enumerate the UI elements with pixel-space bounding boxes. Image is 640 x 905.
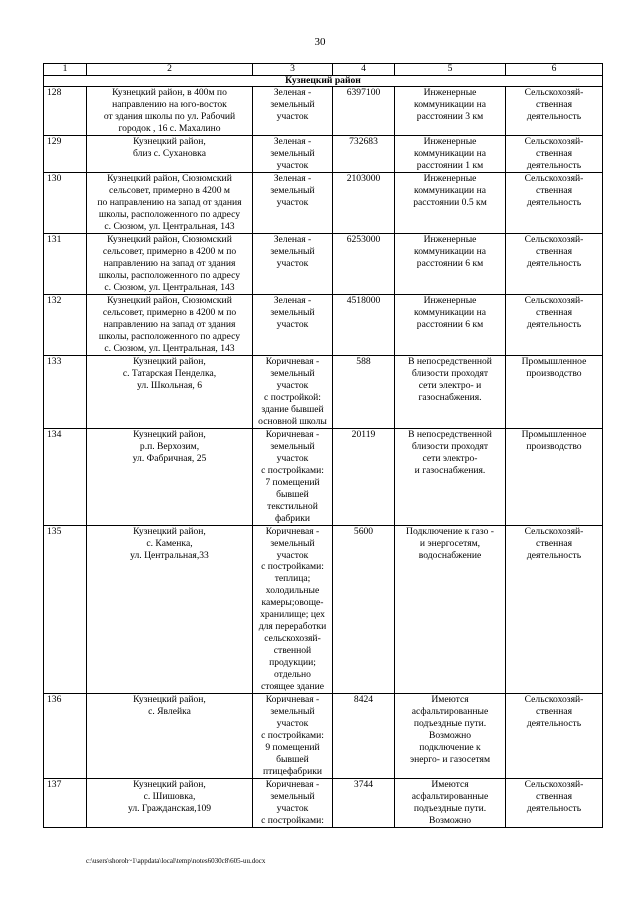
cell-text-line: подъездные пути.	[413, 803, 487, 815]
infrastructure-cell	[395, 294, 506, 355]
cell-text-line: коммуникации на	[414, 148, 486, 160]
cell-text-line: деятельность	[526, 803, 582, 815]
use-cell	[506, 172, 603, 233]
cell-text-line: земельный	[270, 148, 315, 160]
cell-text-line: Зеленая -	[273, 136, 312, 148]
cell-text-line: деятельность	[526, 318, 582, 330]
cell-text-line: Зеленая -	[273, 294, 312, 306]
use-cell	[506, 87, 603, 136]
cell-text-line: сельскохозяй-	[264, 633, 321, 645]
cell-text-line: энерго- и газосетям	[409, 754, 491, 766]
category-cell	[253, 694, 333, 779]
table-row	[44, 525, 603, 694]
cell-text-line: Инженерные	[423, 294, 477, 306]
cell-text-line: ул. Фабричная, 25	[132, 452, 207, 464]
cell-text-line: Кузнецкий район,	[133, 428, 206, 440]
cell-text-line: Коричневая -	[265, 525, 320, 537]
cell-text-line: Возможно	[428, 815, 472, 827]
cell-text-line: Зеленая -	[273, 87, 312, 99]
cell-text-line: направлению на запад от здания	[103, 318, 236, 330]
cell-text-line: сельсовет, примерно в 4200 м	[109, 184, 230, 196]
cell-text-line: В непосредственной	[408, 428, 492, 440]
location-cell	[87, 233, 253, 294]
cell-text-line: земельный	[270, 99, 315, 111]
cell-text-line: 9 помещений	[265, 742, 320, 754]
category-cell	[253, 428, 333, 525]
cell-text-line: Сельскохозяй-	[524, 233, 584, 245]
cell-text-line: деятельность	[526, 111, 582, 123]
row-number-cell: 134	[44, 428, 87, 525]
cell-text-line: Кузнецкий район, Сюзюмский	[107, 233, 232, 245]
cell-text-line: деятельность	[526, 718, 582, 730]
row-number-cell: 130	[44, 172, 87, 233]
cell-text-line: коммуникации на	[414, 306, 486, 318]
area-cell: 5600	[333, 525, 395, 694]
area-cell: 588	[333, 355, 395, 428]
cell-text-line: участок	[276, 318, 309, 330]
cell-text-line: с постройками:	[261, 561, 324, 573]
cell-text-line: участок	[276, 257, 309, 269]
row-number-cell: 129	[44, 136, 87, 173]
cell-text-line: газоснабжения.	[418, 391, 482, 403]
infrastructure-cell	[395, 355, 506, 428]
cell-text-line: Инженерные	[423, 172, 477, 184]
cell-text-line: ственная	[535, 245, 573, 257]
row-number-cell: 135	[44, 525, 87, 694]
row-number-cell: 132	[44, 294, 87, 355]
category-cell	[253, 233, 333, 294]
cell-text-line: В непосредственной	[408, 355, 492, 367]
use-cell	[506, 233, 603, 294]
cell-text-line: участок	[276, 718, 309, 730]
cell-text-line: направлению на запад от здания	[103, 257, 236, 269]
area-cell: 3744	[333, 779, 395, 828]
cell-text-line: с постройками:	[261, 815, 324, 827]
cell-text-line: с. Сюзюм, ул. Центральная, 143	[104, 342, 235, 354]
column-number-row	[44, 64, 603, 76]
cell-text-line: земельный	[270, 245, 315, 257]
cell-text-line: Сельскохозяй-	[524, 694, 584, 706]
cell-text-line: Зеленая -	[273, 233, 312, 245]
cell-text-line: Инженерные	[423, 233, 477, 245]
cell-text-line: земельный	[270, 706, 315, 718]
category-cell	[253, 294, 333, 355]
cell-text-line: асфальтированные	[411, 791, 489, 803]
area-cell: 4518000	[333, 294, 395, 355]
cell-text-line: коммуникации на	[414, 99, 486, 111]
cell-text-line: направлению на юго-восток	[112, 99, 227, 111]
cell-text-line: земельный	[270, 791, 315, 803]
cell-text-line: городок , 16 с. Махалино	[118, 123, 221, 135]
row-number-cell: 131	[44, 233, 87, 294]
cell-text-line: с. Явлейка	[148, 706, 191, 718]
cell-text-line: от здания школы по ул. Рабочий	[103, 111, 236, 123]
cell-text-line: участок	[276, 549, 309, 561]
cell-text-line: Кузнецкий район,	[133, 525, 206, 537]
footer-file-path: c:\users\shoroh~1\appdata\local\temp\notes6030c8\605-uu.docx	[86, 857, 266, 865]
table-row	[44, 294, 603, 355]
use-cell	[506, 694, 603, 779]
cell-text-line: Подключение к газо -	[406, 525, 494, 537]
cell-text-line: с. Татарская Пенделка,	[122, 367, 217, 379]
cell-text-line: здание бывшей	[261, 403, 324, 415]
cell-text-line: Промышленное	[521, 355, 587, 367]
cell-text-line: производство	[526, 367, 582, 379]
table-row	[44, 136, 603, 173]
column-number: 3	[253, 64, 333, 76]
cell-text-line: земельный	[270, 184, 315, 196]
cell-text-line: подключение к	[419, 742, 481, 754]
use-cell	[506, 525, 603, 694]
cell-text-line: Возможно	[428, 730, 472, 742]
cell-text-line: коммуникации на	[414, 184, 486, 196]
cell-text-line: Сельскохозяй-	[524, 136, 584, 148]
cell-text-line: Сельскохозяй-	[524, 87, 584, 99]
infrastructure-cell	[395, 233, 506, 294]
cell-text-line: сельсовет, примерно в 4200 м по	[102, 245, 237, 257]
cell-text-line: по направлению на запад от здания	[97, 196, 242, 208]
cell-text-line: продукции;	[269, 657, 316, 669]
cell-text-line: 7 помещений	[265, 476, 320, 488]
cell-text-line: участок	[276, 196, 309, 208]
cell-text-line: основной школы	[258, 415, 327, 427]
location-cell	[87, 428, 253, 525]
table-row	[44, 87, 603, 136]
cell-text-line: участок	[276, 803, 309, 815]
infrastructure-cell	[395, 779, 506, 828]
cell-text-line: близости проходят	[411, 440, 489, 452]
cell-text-line: и газоснабжения.	[414, 464, 486, 476]
area-cell: 2103000	[333, 172, 395, 233]
cell-text-line: ственная	[535, 537, 573, 549]
cell-text-line: деятельность	[526, 196, 582, 208]
location-cell	[87, 355, 253, 428]
cell-text-line: асфальтированные	[411, 706, 489, 718]
area-cell: 6253000	[333, 233, 395, 294]
cell-text-line: Имеются	[431, 779, 469, 791]
infrastructure-cell	[395, 694, 506, 779]
cell-text-line: отдельно	[274, 669, 311, 681]
location-cell	[87, 172, 253, 233]
cell-text-line: земельный	[270, 306, 315, 318]
cell-text-line: Имеются	[431, 694, 469, 706]
cell-text-line: бывшей	[276, 754, 309, 766]
use-cell	[506, 136, 603, 173]
use-cell	[506, 294, 603, 355]
row-number-cell: 136	[44, 694, 87, 779]
cell-text-line: ул. Гражданская,109	[127, 803, 212, 815]
cell-text-line: деятельность	[526, 160, 582, 171]
cell-text-line: Коричневая -	[265, 355, 320, 367]
cell-text-line: расстоянии 6 км	[416, 257, 484, 269]
cell-text-line: бывшей	[276, 488, 309, 500]
cell-text-line: р.п. Верхозим,	[139, 440, 200, 452]
table-row	[44, 779, 603, 828]
cell-text-line: Сельскохозяй-	[524, 525, 584, 537]
cell-text-line: деятельность	[526, 549, 582, 561]
cell-text-line: участок	[276, 379, 309, 391]
cell-text-line: ственная	[535, 184, 573, 196]
infrastructure-cell	[395, 428, 506, 525]
region-row	[44, 75, 603, 87]
infrastructure-cell	[395, 136, 506, 173]
cell-text-line: теплица;	[274, 573, 311, 585]
cell-text-line: и энергосетям,	[419, 537, 481, 549]
area-cell: 8424	[333, 694, 395, 779]
area-cell: 6397100	[333, 87, 395, 136]
cell-text-line: ственная	[535, 791, 573, 803]
cell-text-line: хранилище; цех	[260, 609, 325, 621]
location-cell	[87, 525, 253, 694]
cell-text-line: водоснабжение	[418, 549, 482, 561]
table-row	[44, 233, 603, 294]
category-cell	[253, 355, 333, 428]
cell-text-line: Инженерные	[423, 136, 477, 148]
cell-text-line: подъездные пути.	[413, 718, 487, 730]
cell-text-line: расстоянии 6 км	[416, 318, 484, 330]
cell-text-line: с. Шишовка,	[143, 791, 196, 803]
category-cell	[253, 525, 333, 694]
cell-text-line: Зеленая -	[273, 172, 312, 184]
region-title: Кузнецкий район	[44, 75, 603, 87]
cell-text-line: участок	[276, 452, 309, 464]
cell-text-line: земельный	[270, 440, 315, 452]
cell-text-line: сельсовет, примерно в 4200 м по	[102, 306, 237, 318]
cell-text-line: ственная	[535, 306, 573, 318]
cell-text-line: Коричневая -	[265, 779, 320, 791]
cell-text-line: птицефабрики	[262, 766, 323, 778]
location-cell	[87, 294, 253, 355]
cell-text-line: школы, расположенного по адресу	[98, 269, 241, 281]
cell-text-line: участок	[276, 160, 309, 171]
cell-text-line: участок	[276, 111, 309, 123]
cell-text-line: деятельность	[526, 257, 582, 269]
land-plots-table	[43, 63, 603, 828]
cell-text-line: Кузнецкий район, в 400м по	[112, 87, 227, 99]
cell-text-line: стоящее здание	[261, 681, 324, 693]
cell-text-line: Кузнецкий район,	[133, 779, 206, 791]
column-number: 1	[44, 64, 87, 76]
location-cell	[87, 87, 253, 136]
location-cell	[87, 694, 253, 779]
cell-text-line: для переработки	[258, 621, 327, 633]
category-cell	[253, 136, 333, 173]
cell-text-line: ственная	[535, 99, 573, 111]
cell-text-line: расстоянии 1 км	[416, 160, 484, 171]
table-row	[44, 355, 603, 428]
cell-text-line: фабрики	[274, 512, 311, 524]
page-number: 30	[314, 36, 326, 48]
table-row	[44, 694, 603, 779]
category-cell	[253, 779, 333, 828]
cell-text-line: коммуникации на	[414, 245, 486, 257]
cell-text-line: близ с. Сухановка	[133, 148, 206, 160]
cell-text-line: холодильные	[265, 585, 320, 597]
location-cell	[87, 779, 253, 828]
cell-text-line: земельный	[270, 537, 315, 549]
row-number-cell: 128	[44, 87, 87, 136]
cell-text-line: с. Сюзюм, ул. Центральная, 143	[104, 220, 235, 232]
cell-text-line: Кузнецкий район,	[133, 136, 206, 148]
cell-text-line: школы, расположенного по адресу	[98, 330, 241, 342]
area-cell: 732683	[333, 136, 395, 173]
use-cell	[506, 779, 603, 828]
cell-text-line: Промышленное	[521, 428, 587, 440]
cell-text-line: Кузнецкий район, Сюзюмский	[107, 172, 232, 184]
cell-text-line: школы, расположенного по адресу	[98, 208, 241, 220]
cell-text-line: Коричневая -	[265, 694, 320, 706]
cell-text-line: Кузнецкий район,	[133, 355, 206, 367]
cell-text-line: с постройками:	[261, 730, 324, 742]
table-row	[44, 428, 603, 525]
cell-text-line: ственная	[535, 706, 573, 718]
cell-text-line: производство	[526, 440, 582, 452]
cell-text-line: Инженерные	[423, 87, 477, 99]
use-cell	[506, 428, 603, 525]
cell-text-line: с. Каменка,	[146, 537, 193, 549]
cell-text-line: с постройками:	[261, 464, 324, 476]
column-number: 4	[333, 64, 395, 76]
cell-text-line: сети электро-	[422, 452, 478, 464]
cell-text-line: Кузнецкий район, Сюзюмский	[107, 294, 232, 306]
cell-text-line: Кузнецкий район,	[133, 694, 206, 706]
infrastructure-cell	[395, 525, 506, 694]
cell-text-line: камеры;овоще-	[261, 597, 324, 609]
infrastructure-cell	[395, 87, 506, 136]
area-cell: 20119	[333, 428, 395, 525]
cell-text-line: Сельскохозяй-	[524, 294, 584, 306]
use-cell	[506, 355, 603, 428]
location-cell	[87, 136, 253, 173]
cell-text-line: ственной	[273, 645, 312, 657]
cell-text-line: текстильной	[267, 500, 318, 512]
column-number: 5	[395, 64, 506, 76]
row-number-cell: 133	[44, 355, 87, 428]
infrastructure-cell	[395, 172, 506, 233]
cell-text-line: с постройкой:	[264, 391, 321, 403]
column-number: 6	[506, 64, 603, 76]
table-row	[44, 172, 603, 233]
cell-text-line: Сельскохозяй-	[524, 172, 584, 184]
column-number: 2	[87, 64, 253, 76]
cell-text-line: сети электро- и	[418, 379, 482, 391]
cell-text-line: расстоянии 3 км	[416, 111, 484, 123]
cell-text-line: Коричневая -	[265, 428, 320, 440]
cell-text-line: с. Сюзюм, ул. Центральная, 143	[104, 281, 235, 293]
row-number-cell: 137	[44, 779, 87, 828]
cell-text-line: ул. Школьная, 6	[136, 379, 203, 391]
cell-text-line: ственная	[535, 148, 573, 160]
cell-text-line: земельный	[270, 367, 315, 379]
cell-text-line: близости проходят	[411, 367, 489, 379]
category-cell	[253, 172, 333, 233]
cell-text-line: расстоянии 0.5 км	[413, 196, 487, 208]
cell-text-line: Сельскохозяй-	[524, 779, 584, 791]
category-cell	[253, 87, 333, 136]
cell-text-line: ул. Центральная,33	[130, 549, 209, 561]
